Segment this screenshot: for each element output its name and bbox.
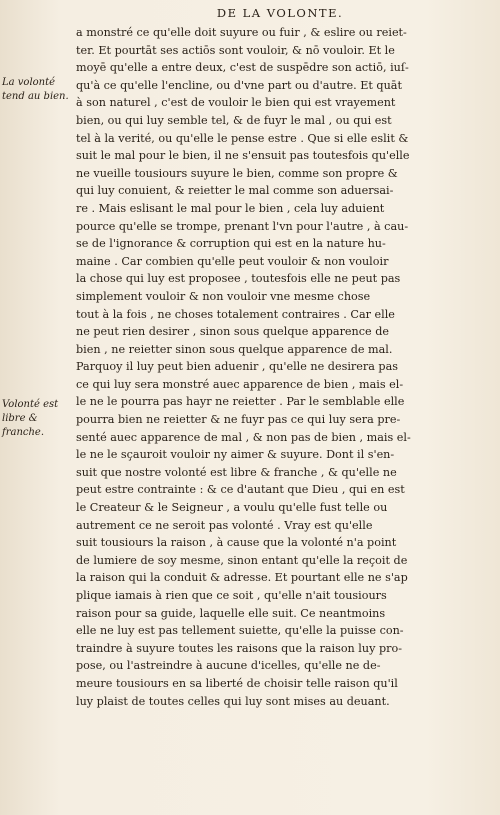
text-line: pose, ou l'astreindre à aucune d'icelles, qu'elle ne de- bbox=[76, 659, 381, 673]
text-line: plique iamais à rien que ce soit , qu'elle n'ait tousiours bbox=[76, 589, 387, 602]
text-line: de lumiere de soy mesme, sinon entant qu'elle la reçoit de bbox=[76, 553, 408, 567]
text-line: luy plaist de toutes celles qui luy sont mises au deuant. bbox=[76, 694, 390, 708]
margin-note-line: tend au bien. bbox=[2, 91, 69, 102]
text-line: meure tousiours en sa liberté de choisir telle raison qu'il bbox=[76, 676, 398, 690]
text-line: suit tousiours la raison , à cause que la volonté n'a point bbox=[76, 536, 397, 550]
text-line: tel à la verité, ou qu'elle le pense estre . Que si elle eslit & bbox=[76, 131, 409, 145]
text-line: raison pour sa guide, laquelle elle suit. Ce neantmoins bbox=[76, 606, 386, 620]
text-line: traindre à suyure toutes les raisons que la raison luy pro- bbox=[76, 641, 402, 655]
text-line: pourra bien ne reietter & ne fuyr pas ce qui luy sera pre- bbox=[76, 413, 401, 427]
text-line: la raison qui la conduit & adresse. Et pourtant elle ne s'ap bbox=[76, 571, 408, 585]
text-line: bien, ou qui luy semble tel, & de fuyr le mal , ou qui est bbox=[76, 113, 392, 127]
margin-note-volonte-tend-au-bien bbox=[2, 76, 76, 104]
text-line: suit que nostre volonté est libre & franche , & qu'elle ne bbox=[76, 465, 397, 479]
text-line: Parquoy il luy peut bien aduenir , qu'elle ne desirera pas bbox=[76, 360, 399, 374]
running-head: DE LA VOLONTE. bbox=[216, 6, 344, 20]
text-line: moyē qu'elle a entre deux, c'est de suspēdre son actiō, iuſ- bbox=[76, 61, 409, 75]
text-line: qui luy conuient, & reietter le mal comme son aduersai- bbox=[76, 184, 394, 198]
text-line: à son naturel , c'est de vouloir le bien qui est vrayement bbox=[76, 96, 396, 110]
margin-note-line: La volonté bbox=[2, 77, 56, 88]
text-line: ne peut rien desirer , sinon sous quelque apparence de bbox=[76, 325, 389, 339]
text-line: le ne le pourra pas hayr ne reietter . Par le semblable elle bbox=[76, 395, 405, 409]
text-line: simplement vouloir & non vouloir vne mesme chose bbox=[76, 289, 371, 303]
text-line: ce qui luy sera monstré auec apparence de bien , mais el- bbox=[76, 377, 404, 391]
text-line: se de l'ignorance & corruption qui est en la nature hu- bbox=[76, 237, 386, 251]
margin-note-line: libre & bbox=[2, 413, 38, 424]
text-line: le ne le sçauroit vouloir ny aimer & suyure. Dont il s'en- bbox=[76, 448, 395, 462]
text-line: elle ne luy est pas tellement suiette, qu'elle la puisse con- bbox=[76, 624, 404, 638]
text-line: a monstré ce qu'elle doit suyure ou fuir , & eslire ou reiet- bbox=[76, 26, 407, 39]
text-line: autrement ce ne seroit pas volonté . Vray est qu'elle bbox=[76, 518, 373, 532]
text-line: la chose qui luy est proposee , toutesfois elle ne peut pas bbox=[76, 272, 401, 286]
body-text bbox=[76, 24, 476, 710]
text-line: maine . Car combien qu'elle peut vouloir & non vouloir bbox=[76, 254, 389, 268]
text-line: bien , ne reietter sinon sous quelque apparence de mal. bbox=[76, 342, 393, 356]
text-line: pource qu'elle se trompe, prenant l'vn pour l'autre , à cau- bbox=[76, 219, 409, 233]
text-line: peut estre contrainte : & ce d'autant que Dieu , qui en est bbox=[76, 483, 405, 497]
margin-note-volonte-libre bbox=[2, 398, 76, 440]
text-line: re . Mais eslisant le mal pour le bien , cela luy aduient bbox=[76, 201, 385, 215]
text-line: tout à la fois , ne choses totalement contraires . Car elle bbox=[76, 307, 395, 321]
text-line: ter. Et pourtāt ses actiōs sont vouloir, & nō vouloir. Et le bbox=[76, 43, 395, 57]
text-line: ne vueille tousiours suyure le bien, comme son propre & bbox=[76, 166, 398, 180]
margin-note-line: Volonté est bbox=[2, 399, 59, 410]
text-line: senté auec apparence de mal , & non pas de bien , mais el- bbox=[76, 430, 411, 444]
text-line: suit le mal pour le bien, il ne s'ensuit pas toutesfois qu'elle bbox=[76, 149, 410, 163]
text-line: le Createur & le Seigneur , a voulu qu'elle fust telle ou bbox=[76, 501, 388, 515]
text-line: qu'à ce qu'elle l'encline, ou d'vne part ou d'autre. Et quāt bbox=[76, 78, 402, 92]
margin-note-line: franche. bbox=[2, 427, 45, 438]
